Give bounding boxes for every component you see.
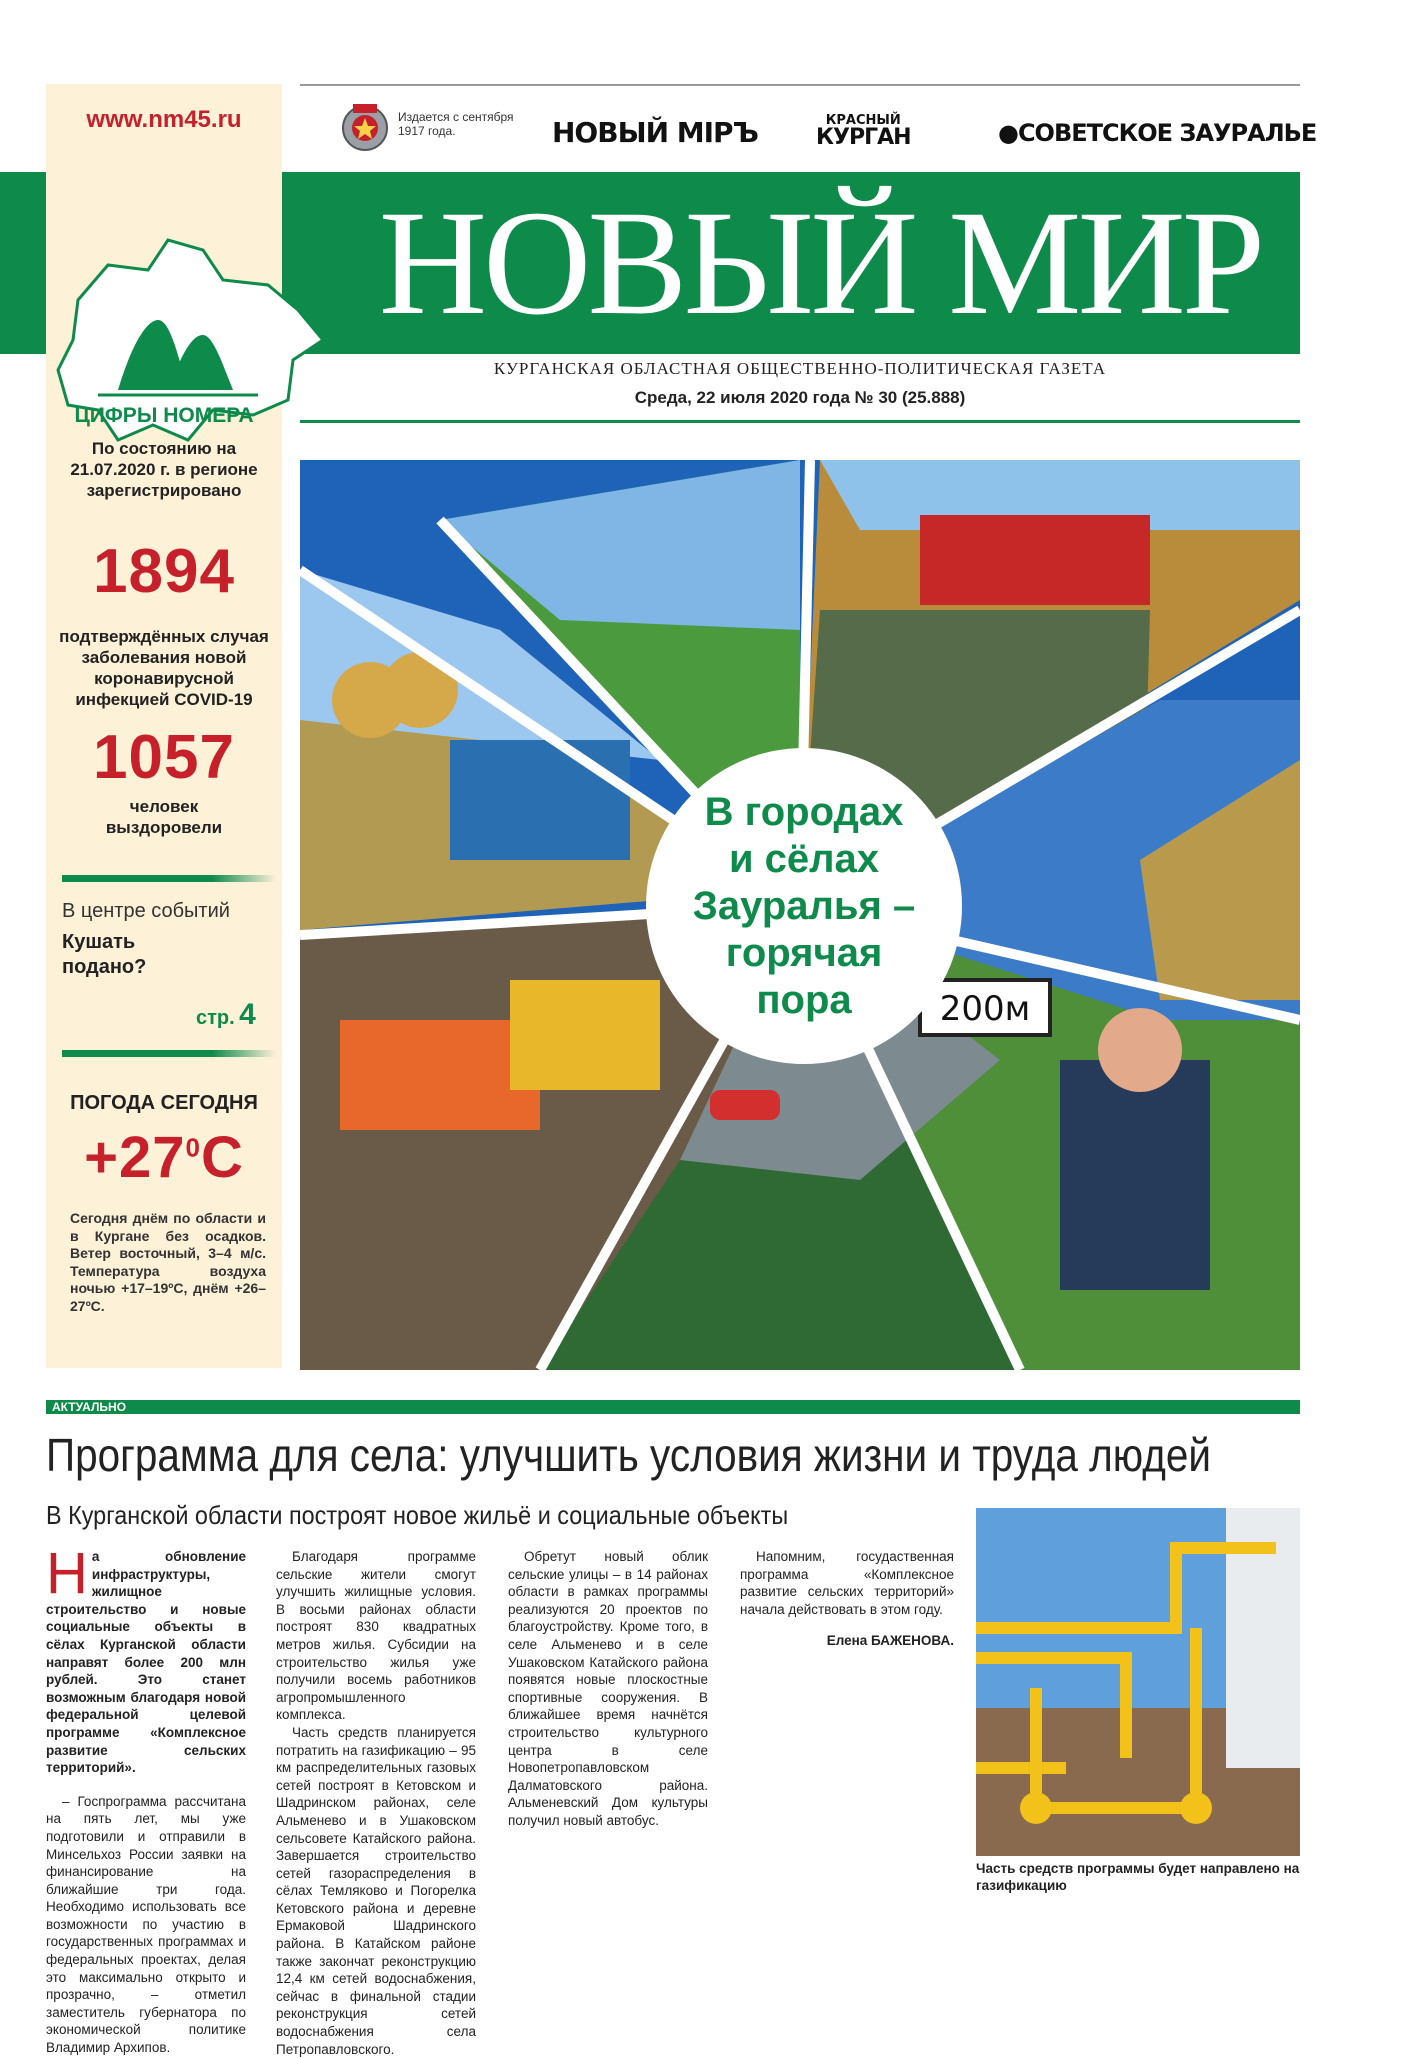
partner-sovetskoe-zauralie: ●СОВЕТСКОЕ ЗАУРАЛЬЕ <box>998 119 1317 147</box>
article-column-3 <box>508 1548 708 1852</box>
newspaper-subtitle: КУРГАНСКАЯ ОБЛАСТНАЯ ОБЩЕСТВЕННО-ПОЛИТИЧЕСКАЯ ГАЗЕТА <box>493 359 1107 378</box>
combine-machine <box>920 515 1150 605</box>
cover-line: Зауралья – <box>692 883 916 928</box>
newspaper-title: НОВЫЙ МИР <box>378 180 1262 346</box>
partner-2-line1: КРАСНЫЙ <box>825 113 901 128</box>
article-headline[interactable]: Программа для села: улучшить условия жизни и труда людей <box>46 1429 1211 1481</box>
figures-intro: По состоянию на 21.07.2020 г. в регионе зарегистрировано <box>70 439 258 500</box>
cover-line: пора <box>756 977 852 1022</box>
recovered-number: 1057 <box>93 723 235 792</box>
top-rule <box>300 84 1300 86</box>
events-title[interactable]: Кушать подано? <box>62 931 147 978</box>
cover-line: В городах <box>704 789 904 834</box>
partner-novy-mir: НОВЫЙ МІРЪ <box>552 116 758 149</box>
distance-sign-text: 200м <box>939 989 1031 1029</box>
cases-number: 1894 <box>93 537 235 606</box>
paragraph: Благодаря программе сельские жители смогут улучшить жилищные условия. В восьми районах области построят 830 квадратных метров жилья. Субсидии на строительство жилья уже получили восемь работников агропромышленного комплекса. <box>276 1549 476 1723</box>
page-label: стр. <box>196 1007 235 1029</box>
masthead-rule <box>300 420 1300 423</box>
excavator <box>510 980 660 1090</box>
divider <box>62 875 276 882</box>
temp-unit: С <box>200 1125 244 1190</box>
sidebar <box>46 84 282 1368</box>
article-deck: В Курганской области построят новое жильё и социальные объекты <box>46 1500 789 1530</box>
gas-pipes-photo <box>976 1508 1300 1856</box>
section-kicker: АКТУАЛЬНО <box>52 1400 127 1414</box>
paragraph: Часть средств планируется потратить на газификацию – 95 км распределительных газовых сетей построят в Кетовском и Шадринском районах, селе Альменево и в Ушаковском сельсовете Катайского района. Завершается строительство сетей газораспределения в сёлах Темляково и Погорелка Кетовского района и деревне Ермаковой Шадринского района. В Катайском районе также закончат реконструкцию 12,4 км сетей водоснабжения, сейчас в финальной стадии реконструкция сетей водоснабжения села Петропавловского. <box>276 1724 476 2057</box>
page-number: 4 <box>239 998 256 1031</box>
photo-caption: Часть средств программы будет направлено на газификацию <box>976 1861 1300 1893</box>
man-head <box>1098 1008 1182 1092</box>
cases-text: подтверждённых случая заболевания новой коронавирусной инфекцией COVID-19 <box>59 627 269 709</box>
cover-line: и сёлах <box>728 836 880 881</box>
article-column-4 <box>740 1548 954 1650</box>
article-column-1 <box>46 1541 246 2056</box>
drop-cap: Н <box>46 1541 88 1606</box>
issued-since: Издается с сентября 1917 года. <box>398 110 514 138</box>
cover-line: горячая <box>725 930 883 975</box>
weather-temp <box>46 1124 282 1191</box>
site-url[interactable]: www.nm45.ru <box>86 106 242 133</box>
soviet-seal-icon <box>340 100 390 156</box>
paragraph: Напомним, госудаственная программа «Комплексное развитие сельских территорий» начала действовать в этом году. <box>740 1549 954 1617</box>
cover-photo-collage <box>300 460 1300 1370</box>
partner-krasny-kurgan <box>816 112 911 150</box>
lead-text: а обновление инфраструктуры, жилищное строительство и новые социальные объекты в сёлах Курганской области направят более 200 млн рублей. Это станет возможным благодаря новой федеральной целевой программе «Комплексное развитие сельских территорий». <box>46 1549 246 1776</box>
red-car <box>710 1090 780 1120</box>
lead-paragraph <box>46 1541 246 1777</box>
weather-text: Сегодня днём по области и в Кургане без осадков. Ветер восточный, 3–4 м/с. Температура воздуха ночью +17–19ºС, днём +26–27ºС. <box>70 1210 266 1314</box>
partner-2-line2: КУРГАН <box>816 125 911 150</box>
gas-pipes-image <box>976 1508 1300 1856</box>
temp-value: +27 <box>84 1125 186 1190</box>
byline: Елена БАЖЕНОВА. <box>826 1633 954 1649</box>
paragraph: Обретут новый облик сельские улицы – в 14 районах области в рамках программы реализуются 20 проектов по благоустройству. Кроме того, в селе Альменево и в селе Ушаковском Катайского района появятся новые плоскостные спортивные сооружения. В ближайшее время начнётся строительство культурного центра в селе Новопетропавловском Далматовского района. Альменевский Дом культуры получил новый автобус. <box>508 1549 708 1828</box>
article-column-2 <box>276 1548 476 2057</box>
recovered-text: человек выздоровели <box>105 797 223 837</box>
weather-heading: ПОГОДА СЕГОДНЯ <box>70 1092 258 1114</box>
temp-degree: 0 <box>185 1132 201 1163</box>
events-label: В центре событий <box>62 900 230 922</box>
blue-tractor <box>450 740 630 860</box>
cover-headline[interactable] <box>646 748 962 1064</box>
divider <box>62 1050 276 1057</box>
section-bar <box>46 1400 1300 1414</box>
issue-date: Среда, 22 июля 2020 года № 30 (25.888) <box>634 388 966 407</box>
paragraph: – Госпрограмма рассчитана на пять лет, мы уже подготовили и отправили в Минсельхоз России заявки на финансирование на ближайшие три года. Необходимо использовать все возможности по участию в государственных программах и федеральных проектах, делая это максимально открыто и прозрачно, – отметил заместитель губернатора по экономической политике Владимир Архипов. <box>46 1793 246 2056</box>
events-page-ref[interactable] <box>196 998 256 1032</box>
man-in-suit <box>1060 1060 1210 1290</box>
figures-heading: ЦИФРЫ НОМЕРА <box>74 404 254 427</box>
